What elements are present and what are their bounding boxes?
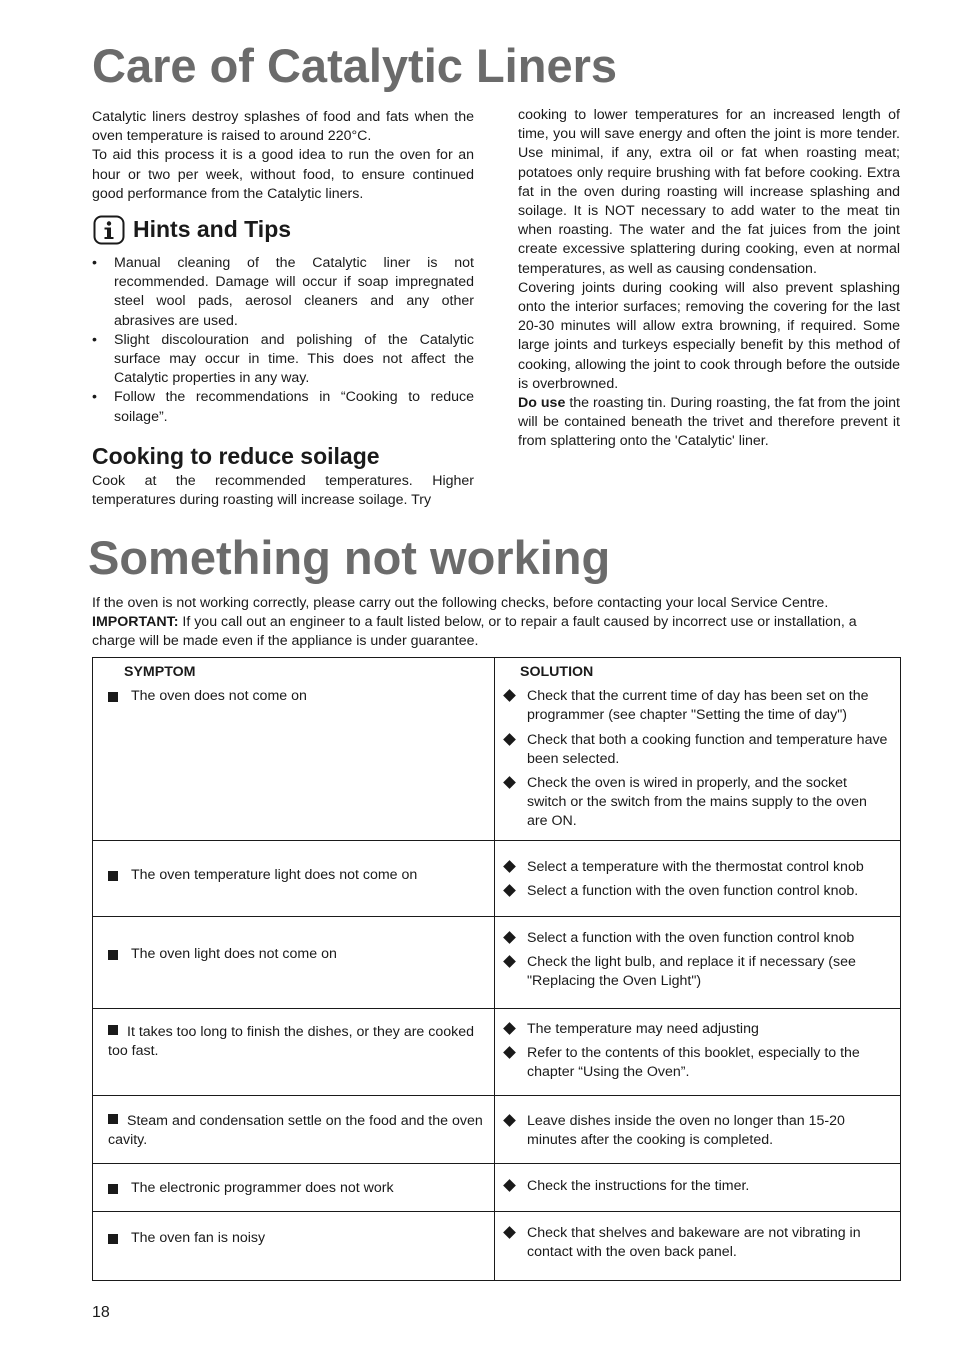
diamond-bullet-icon <box>503 1179 516 1192</box>
solution-item: Check the light bulb, and replace it if necessary (see "Replacing the Oven Light") <box>527 953 888 991</box>
solution-cell <box>495 1009 901 1096</box>
symptom-cell <box>93 658 495 841</box>
care-title: Care of Catalytic Liners <box>92 39 618 92</box>
symptom-cell <box>93 841 495 917</box>
solution-item: Check the oven is wired in properly, and the socket switch or the switch from the mains supply to the oven are ON. <box>527 774 888 832</box>
solution-item: Check that both a cooking function and temperature have been selected. <box>527 731 888 769</box>
solution-item: Select a function with the oven function control knob. <box>527 882 888 901</box>
solution-item: Select a temperature with the thermostat control knob <box>527 858 888 877</box>
diamond-bullet-icon <box>503 884 516 897</box>
cooking-title: Cooking to reduce soilage <box>92 442 380 469</box>
hint-item: • Manual cleaning of the Catalytic liner is not recommended. Damage will occur if soap impregnated steel wool pads, aerosol cleaners and any other abrasives are used. <box>92 254 474 331</box>
diamond-bullet-icon <box>503 733 516 746</box>
square-bullet-icon <box>108 1184 118 1194</box>
solution-list <box>495 929 900 992</box>
important-text: If you call out an engineer to a fault listed below, or to repair a fault caused by incorrect use or installation, a charge will be made even if the appliance is under guarantee. <box>92 614 857 650</box>
solution-item: Select a function with the oven function control knob <box>527 929 888 948</box>
solution-item: Check the instructions for the timer. <box>527 1177 888 1196</box>
solution-item: Leave dishes inside the oven no longer than 15-20 minutes after the cooking is completed. <box>527 1112 888 1150</box>
symptom-text: The oven temperature light does not come on <box>93 866 494 885</box>
table-row <box>93 917 901 1009</box>
solution-cell <box>495 1164 901 1212</box>
solution-cell <box>495 841 901 917</box>
cooking-text-continued: cooking to lower temperatures for an increased length of time, you will save energy and often the joint is more tender. Use minimal, if any, extra oil or fat when roasting meat; potatoes only require brushing with fat before cooking. Extra fat in the oven during roasting will increase splashing and soilage. It is NOT necessary to add water to the meat tin when roasting. The water and the fat juices from the joint create excessive splattering during cooking, even at normal temperatures, as well as causing condensation. <box>518 107 900 277</box>
symptom-cell <box>93 917 495 1009</box>
solution-list <box>495 687 900 831</box>
covering-text: Covering joints during cooking will also prevent splashing onto the interior surfaces; removing the covering for the last 20-30 minutes will allow extra browning, if required. Some large joints and turkeys especially benefit by this method of cooking, allowing the joint to cook through before the outside is overbrowned. <box>518 279 900 392</box>
diamond-bullet-icon <box>503 1114 516 1127</box>
table-row <box>93 658 901 841</box>
symptom-header: SYMPTOM <box>124 664 196 680</box>
symptom-cell <box>93 1212 495 1281</box>
symptom-text: The electronic programmer does not work <box>93 1179 494 1198</box>
diamond-bullet-icon <box>503 1226 516 1239</box>
solution-list <box>495 1112 900 1150</box>
solution-item: Refer to the contents of this booklet, especially to the chapter “Using the Oven”. <box>527 1044 888 1082</box>
solution-list <box>495 858 900 901</box>
diamond-bullet-icon <box>503 689 516 702</box>
diamond-bullet-icon <box>503 931 516 944</box>
solution-header: SOLUTION <box>520 664 594 680</box>
table-row <box>93 1009 901 1096</box>
square-bullet-icon <box>108 950 118 960</box>
solution-cell <box>495 1212 901 1281</box>
care-intro-2: To aid this process it is a good idea to run the oven for an hour or two per week, without food, to ensure continued good performance from the Catalytic liners. <box>92 147 474 202</box>
hint-item: • Slight discolouration and polishing of the Catalytic surface may occur in time. This does not affect the Catalytic properties in any way. <box>92 331 474 389</box>
symptom-text: Steam and condensation settle on the food and the oven cavity. <box>108 1113 483 1149</box>
square-bullet-icon <box>108 692 118 702</box>
care-intro-1: Catalytic liners destroy splashes of food and fats when the oven temperature is raised to around 220°C. <box>92 109 474 145</box>
solution-item: Check that shelves and bakeware are not vibrating in contact with the oven back panel. <box>527 1224 888 1262</box>
symptom-cell <box>93 1096 495 1164</box>
something-intro <box>92 594 902 652</box>
solution-list <box>495 1177 900 1196</box>
important-label: IMPORTANT: <box>92 614 179 631</box>
do-use-paragraph <box>518 394 900 452</box>
hints-list <box>92 254 474 427</box>
solution-cell <box>495 917 901 1009</box>
symptom-text: The oven does not come on <box>93 687 494 706</box>
diamond-bullet-icon <box>503 1022 516 1035</box>
diamond-bullet-icon <box>503 776 516 789</box>
symptom-text: It takes too long to finish the dishes, or they are cooked too fast. <box>108 1024 475 1060</box>
solution-item: The temperature may need adjusting <box>527 1020 888 1039</box>
table-row <box>93 1164 901 1212</box>
info-icon <box>93 215 125 245</box>
something-title: Something not working <box>88 531 611 584</box>
page-number: 18 <box>92 1304 110 1321</box>
solution-cell <box>495 658 901 841</box>
care-right-column <box>518 106 900 452</box>
solution-item: Check that the current time of day has been set on the programmer (see chapter "Setting the time of day") <box>527 687 888 725</box>
square-bullet-icon <box>108 1114 118 1124</box>
something-intro-text: If the oven is not working correctly, please carry out the following checks, before contacting your local Service Centre. <box>92 595 829 611</box>
do-use-text: the roasting tin. During roasting, the fat from the joint will be contained beneath the trivet and therefore prevent it from splattering onto the 'Catalytic' liner. <box>518 395 900 450</box>
hint-item: • Follow the recommendations in “Cooking to reduce soilage”. <box>92 388 474 426</box>
hints-heading <box>92 212 474 248</box>
symptom-cell <box>93 1164 495 1212</box>
diamond-bullet-icon <box>503 860 516 873</box>
solution-list <box>495 1020 900 1083</box>
cooking-text-start: Cook at the recommended temperatures. Higher temperatures during roasting will increase soilage. Try <box>92 473 474 509</box>
symptom-text: The oven fan is noisy <box>93 1229 494 1248</box>
hints-title: Hints and Tips <box>133 216 292 243</box>
table-row <box>93 1096 901 1164</box>
table-row <box>93 841 901 917</box>
symptom-cell <box>93 1009 495 1096</box>
square-bullet-icon <box>108 1234 118 1244</box>
solution-cell <box>495 1096 901 1164</box>
do-use-label: Do use <box>518 395 566 412</box>
solution-list <box>495 1224 900 1262</box>
symptom-text: The oven light does not come on <box>93 945 494 964</box>
fault-table <box>92 657 901 1281</box>
diamond-bullet-icon <box>503 1046 516 1059</box>
diamond-bullet-icon <box>503 955 516 968</box>
table-row <box>93 1212 901 1281</box>
square-bullet-icon <box>108 871 118 881</box>
care-left-column <box>92 108 474 510</box>
square-bullet-icon <box>108 1025 118 1035</box>
